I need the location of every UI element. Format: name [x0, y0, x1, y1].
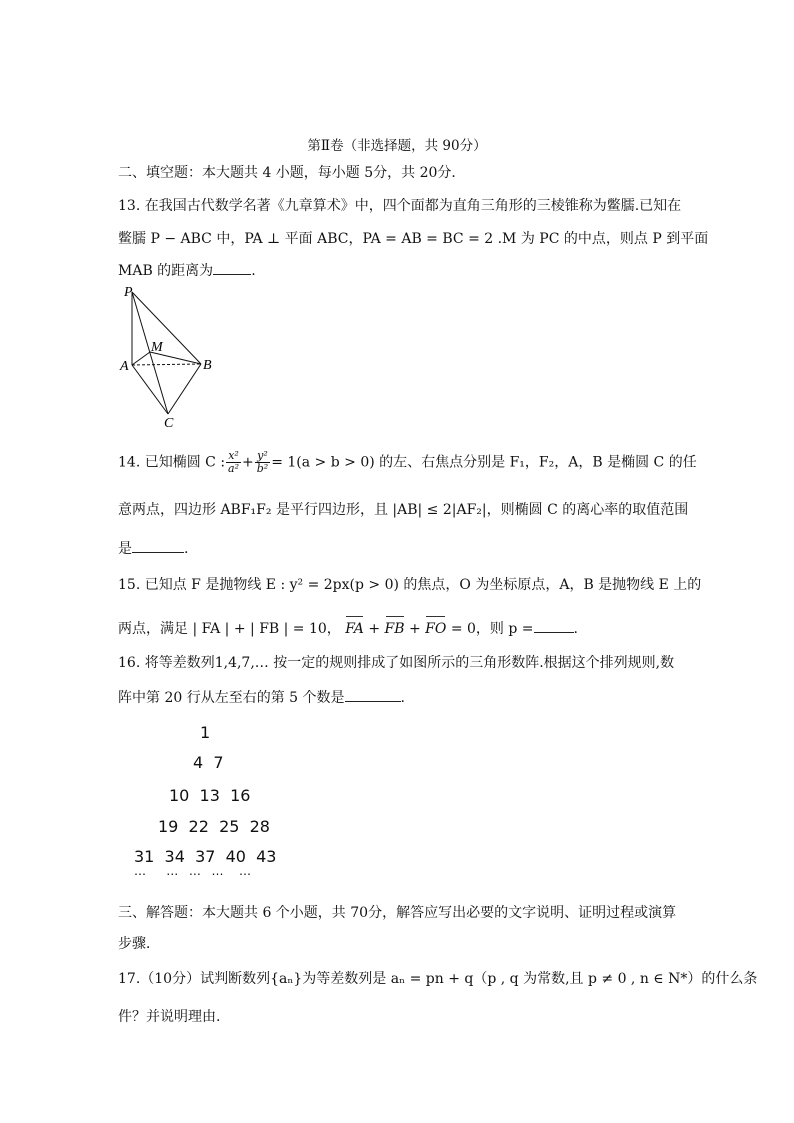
fraction-x2-a2: $\frac{\text{x²}}{\text{a²}}$	[228, 449, 240, 475]
edge-AB-hidden	[132, 364, 201, 365]
label-C: C	[164, 416, 174, 430]
label-B: B	[203, 358, 212, 373]
triangle-cell: 22	[188, 817, 209, 836]
q13-line3	[118, 260, 256, 281]
ellipsis: …	[211, 864, 225, 878]
q14-line3-end: .	[184, 541, 189, 557]
q15-line2-end: .	[573, 621, 578, 637]
triangle-row-1	[200, 723, 210, 742]
triangle-cell: 40	[225, 847, 246, 866]
edge-BC	[168, 364, 201, 414]
q16-line2	[118, 687, 405, 708]
ellipsis: …	[239, 864, 252, 878]
q15-line2-a: 两点，满足 | FA | + | FB | = 10，	[118, 621, 341, 637]
q17-line1: 17.（10分）试判断数列{aₙ}为等差数列是 aₙ = pn + q（p , q 为常数,且 p ≠ 0 , n ∈ N*）的什么条	[118, 971, 758, 987]
q13-line1: 13. 在我国古代数学名著《九章算术》中，四个面都为直角三角形的三棱锥称为鳖臑.已知在	[118, 198, 682, 214]
q14-line3-text: 是	[118, 541, 132, 557]
vector-FB: FB	[384, 621, 405, 637]
triangle-cell: 34	[164, 847, 185, 866]
plus-sign: +	[368, 621, 381, 637]
segment-AM	[132, 352, 150, 365]
q14-prefix: 14. 已知椭圆 C :	[118, 454, 226, 471]
triangle-row-4	[158, 817, 270, 836]
fraction-y2-b2: $\frac{\text{y²}}{\text{b²}}$	[256, 449, 269, 475]
q16-line1: 16. 将等差数列1,4,7,… 按一定的规则排成了如图所示的三角形数阵.根据这个排列规则,数	[118, 655, 675, 671]
q17-line2: 件？并说明理由.	[118, 1009, 221, 1025]
q13-line3-end: .	[251, 263, 256, 279]
q16-line2-text: 阵中第 20 行从左至右的第 5 个数是	[118, 690, 345, 706]
q16-line2-end: .	[400, 690, 405, 706]
pyramid-figure	[112, 280, 222, 430]
triangle-row-2	[193, 753, 224, 772]
part3-heading-line2: 步骤．	[118, 936, 160, 952]
vector-FO: FO	[425, 621, 447, 637]
answer-blank	[213, 260, 251, 275]
part2-heading: 二、填空题：本大题共 4 小题，每小题 5分，共 20分．	[118, 165, 466, 181]
triangle-cell: 25	[219, 817, 240, 836]
triangle-cell: 13	[199, 786, 220, 805]
triangle-cell: 7	[213, 753, 224, 772]
triangle-row-3	[169, 786, 250, 805]
q14-tail: = 1(a > b > 0) 的左、右焦点分别是 F₁，F₂，A，B 是椭圆 C 的任	[271, 454, 697, 471]
triangle-cell: 28	[249, 817, 270, 836]
triangle-cell: 10	[169, 786, 190, 805]
ellipsis: …	[188, 864, 202, 878]
triangle-cell: 31	[134, 847, 155, 866]
part3-heading-line1: 三、解答题：本大题共 6 个小题，共 70分，解答应写出必要的文字说明、证明过程或演算	[118, 905, 677, 921]
triangle-cell: 43	[256, 847, 277, 866]
q15-line2-d: = 0，则 p =	[450, 621, 534, 637]
label-A: A	[120, 359, 129, 374]
q15-line1: 15. 已知点 F 是抛物线 E : y² = 2px(p > 0) 的焦点，O 为坐标原点，A，B 是抛物线 E 上的	[118, 577, 702, 593]
q13-line2: 鳖臑 P − ABC 中，PA ⊥ 平面 ABC，PA = AB = BC = 2 .M 为 PC 的中点，则点 P 到平面	[118, 231, 709, 247]
plus-sign: +	[242, 454, 254, 471]
q14-line3	[118, 538, 188, 559]
section-title: 第Ⅱ卷（非选择题，共 90分）	[307, 138, 487, 154]
plus-sign: +	[408, 621, 421, 637]
triangle-cell: 1	[200, 723, 211, 742]
q15-line2	[118, 618, 578, 639]
answer-blank	[534, 618, 574, 633]
vector-FA: FA	[345, 621, 364, 637]
triangle-cell: 19	[158, 817, 179, 836]
triangle-cell: 4	[193, 753, 204, 772]
answer-blank	[345, 687, 401, 702]
label-P: P	[124, 285, 133, 300]
q14-line2: 意两点，四边形 ABF₁F₂ 是平行四边形，且 |AB| ≤ 2|AF₂|，则椭圆 C 的离心率的取值范围	[118, 502, 689, 518]
triangle-dots-row	[134, 864, 252, 878]
q14-line1	[118, 450, 697, 475]
edge-AC	[132, 365, 168, 414]
q13-line3-text: MAB 的距离为	[118, 263, 214, 279]
triangle-cell: 16	[230, 786, 251, 805]
answer-blank	[132, 538, 184, 553]
ellipsis: …	[134, 864, 147, 878]
triangle-cell: 37	[195, 847, 216, 866]
label-M: M	[151, 340, 163, 355]
ellipsis: …	[166, 864, 180, 878]
